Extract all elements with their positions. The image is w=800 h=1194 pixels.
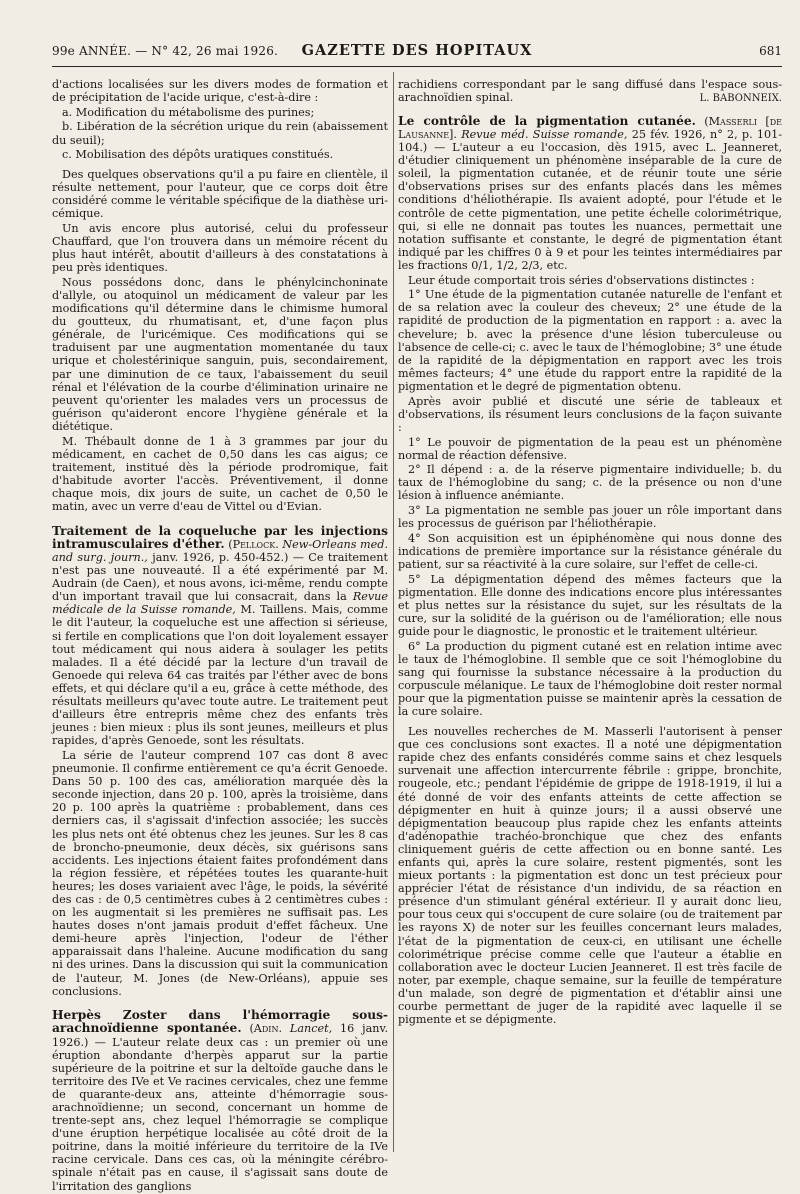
conclusion-item: 2° Il dépend : a. de la réserve pigmentaire individuelle; b. du taux de l'hémoglobine du sang; c. de la présence ou non d'une lésion à influence anémiante. — [398, 463, 782, 503]
article-journal: New-Orleans med. and surg. journ., — [52, 537, 389, 564]
conclusion-item: 4° Son acquisition est un épiphénomène qui nous donne des indications de première importance sur la résistance générale du patient, sur sa réactivité à la cure solaire, sur l'effet de celle-ci. — [398, 531, 782, 572]
paragraph: Leur étude comportait trois séries d'observations distinctes : — [408, 273, 755, 287]
article-herpes — [52, 1009, 388, 1192]
article-text: 16 janv. 1926.) — L'auteur relate deux cas : un premier où une éruption abondante d'herpès apparut sur la partie supérieure de la poitrine et sur la deltoïde gauche dans le territoire des IVe et Ve racines cervicales, chez une femme de quarante-deux ans, atteinte d'hémorragie sous-arachnoïdienne; un second, concernant un homme de trente-sept ans, chez lequel l'hémorragie se complique d'une éruption herpétique localisée au côté droit de la poitrine, dans la moitié inférieure du territoire de la IVe racine cervicale. Dans ces cas, où la méningite cérébro-spinale n'était pas en cause, il s'agissait sans doute de l'irritation des ganglions — [52, 1022, 389, 1193]
journal-title: GAZETTE DES HOPITAUX — [301, 42, 533, 59]
article-author: (Pellock. — [228, 537, 279, 551]
author-signature: L. BABONNEIX. — [699, 92, 782, 104]
paragraph: Un avis encore plus autorisé, celui du professeur Chauffard, que l'on trouvera dans un mémoire récent du plus haut intérêt, aboutit d'ailleurs à des constatations à peu près identiques. — [52, 221, 388, 275]
article-title: Traitement de la coqueluche par les injections intramusculaires d'éther. — [52, 523, 388, 551]
page-header — [52, 36, 782, 67]
paragraph: Après avoir publié et discuté une série de tableaux et d'observations, ils résument leurs conclusions de la façon suivante : — [398, 394, 782, 434]
paragraph: M. Thébault donne de 1 à 3 grammes par jour du médicament, en cachet de 0,50 dans les cas aigus; ce traitement, institué dès la période prodromique, fait d'habitude avorter l'accès. Préventivement, il donne chaque mois, dix jours de suite, un cachet de 0,50 le matin, avec un verre d'eau de Vittel ou d'Evian. — [52, 434, 388, 514]
article-title: Herpès Zoster dans l'hémorragie sous-arachnoïdienne spontanée. — [52, 1008, 388, 1036]
right-column — [398, 78, 782, 1028]
list-item: c. Mobilisation des dépôts uratiques constitués. — [62, 148, 334, 162]
page-number: 681 — [759, 44, 782, 58]
list-item: a. Modification du métabolisme des purines; — [62, 105, 315, 119]
article-author: (Adin. — [249, 1022, 283, 1036]
conclusion-item: 1° Le pouvoir de pigmentation de la peau est un phénomène normal de réaction défensive. — [398, 435, 782, 462]
article-title: Le contrôle de la pigmentation cutanée. — [398, 113, 696, 128]
article-journal: Lancet, — [289, 1022, 333, 1036]
conclusion-item: 3° La pigmentation ne semble pas jouer un rôle important dans les processus de guérison par l'héliothérapie. — [398, 504, 782, 531]
paragraph: Les nouvelles recherches de M. Masserli l'autorisent à penser que ces conclusions sont exactes. Il a noté une dépigmentation rapide chez des enfants considérés comme sains et chez lesquels survenait une affection intercurrente fébrile : grippe, bronchite, rougeole, etc.; pendant l'épidémie de grippe de 1918-1919, il lui a été donné de voir des enfants atteints de cette affection se dépigmenter en huit à quinze jours; il a aussi observé une dépigmentation beaucoup plus rapide chez les enfants atteints d'adénopathie trachéo-bronchique que chez des enfants cliniquement guéris de cette affection ou en bonne santé. Les enfants qui, après la cure solaire, restent pigmentés, sont les mieux portants : la pigmentation est donc un test précieux pour apprécier l'état de résistance d'un individu, de sa réaction en présence d'un stimulant général extérieur. Il y aurait donc lieu, pour tous ceux qui s'occupent de cure solaire (ou de traitement par les rayons X) de noter sur les feuilles concernant leurs malades, l'état de la pigmentation de ceux-ci, en utilisant une échelle colorimétrique précise comme celle que l'auteur a établie en collaboration avec le docteur Lucien Jeanneret. Il est très facile de noter, par exemple, chaque semaine, sur la feuille de température d'un malade, son degré de pigmentation et d'établir ainsi une courbe permettant de juger de la rapidité avec laquelle il se pigmente et se dépigmente. — [398, 725, 782, 1027]
article-author: (Masserli [de Lausanne]. — [398, 114, 782, 141]
list-item: b. Libération de la sécrétion urique du rein (abaissement du seuil); — [52, 120, 388, 147]
article-journal: Revue méd. Suisse romande, — [461, 127, 628, 141]
paragraph: Nous possédons donc, dans le phénylcinchoninate d'allyle, ou atoquinol un médicament de valeur par les modifications qu'il détermine dans le chimisme humoral du goutteux, du rhumatisant, et, d'une façon plus générale, de l'uricémique. Ces modifications qui se traduisent par une augmentation momentanée du taux urique et cholestérinique sanguin, puis, secondairement, par une diminution de ce taux, l'abaissement du seuil rénal et l'élévation de la courbe d'élimination urinaire ne peuvent qu'orienter les malades vers un processus de guérison qu'aideront encore l'hygiène générale et la diététique. — [52, 275, 388, 433]
conclusion-item: 5° La dépigmentation dépend des mêmes facteurs que la pigmentation. Elle donne des indications encore plus intéressantes et plus nettes sur la résistance du sujet, sur les résultats de la cure, sur la solidité de la guérison ou de l'amélioration; elle nous guide pour le diagnostic, le pronostic et le traitement ultérieur. — [398, 572, 782, 639]
column-divider — [393, 72, 394, 1152]
article-pigmentation — [398, 115, 782, 272]
article-text: M. Taillens. Mais, comme le dit l'auteur, la coqueluche est une affection si sérieuse, si fertile en complications que l'on doit loyalement essayer tout médicament qui nous aidera à soulager les petits malades. Il a été décidé par la lecture d'un travail de Genoede qui releva 64 cas traités par l'éther avec de bons effets, et qui déclare qu'il a eu, grâce à cette méthode, des résultats meilleurs qu'avec toute autre. Le traitement peut d'ailleurs être entrepris même chez des enfants très jeunes : bien mieux : plus ils sont jeunes, meilleurs et plus rapides, d'après Genoede, sont les résultats. — [52, 603, 389, 748]
issue-info: 99e ANNÉE. — N° 42, 26 mai 1926. — [52, 44, 279, 58]
paragraph: rachidiens correspondant par le sang diffusé dans l'espace sous-arachnoïdien spinal. — [398, 78, 782, 105]
article-text: 25 fév. 1926, n° 2, p. 101-104.) — L'auteur a eu l'occasion, dès 1915, avec L. Jeanneret, d'étudier cliniquement un phénomène inséparable de la cure de soleil, la pigmentation cutanée, et de réunir toute une série d'observations prises sur des enfants placés dans les mêmes conditions d'héliothérapie. Ils avaient adopté, pour l'étude et le contrôle de cette pigmentation, une petite échelle colorimétrique, qui, si elle ne donnait pas toutes les nuances, permettait une notation suffisante et constante, le degré de pigmentation étant indiqué par les chiffres 0 à 9 et pour les teintes intermédiaires par les fractions 0/1, 1/2, 2/3, etc. — [398, 127, 783, 272]
paragraph: Des quelques observations qu'il a pu faire en clientèle, il résulte nettement, pour l'auteur, que ce corps doit être considéré comme le véritable spécifique de la diathèse uri-cémique. — [52, 167, 388, 221]
article-coqueluche — [52, 525, 388, 748]
article-text: janv. 1926, p. 450-452.) — Ce traitement n'est pas une nouveauté. Il a été expérimenté par M. Audrain (de Caen), et nous avons, ici-même, rendu compte d'un important travail que lui consacrait, dans la — [52, 550, 388, 604]
paragraph: La série de l'auteur comprend 107 cas dont 8 avec pneumonie. Il confirme entièrement ce qu'a écrit Genoede. Dans 50 p. 100 des cas, amélioration marquée dès la seconde injection, dans 20 p. 100, après la troisième, dans 20 p. 100 après la quatrième : probablement, dans ces derniers cas, il s'agissait d'infection associée; les succès les plus nets ont été obtenus chez les jeunes. Sur les 8 cas de broncho-pneumonie, deux décès, six guérisons sans accidents. Les injections étaient faites profondément dans la région fessière, et répétées toutes les quarante-huit heures; les doses variaient avec l'âge, le poids, la sévérité des cas : de 0,5 centimètres cubes à 2 centimètres cubes : on les augmentait si les premières ne suffisait pas. Les hautes doses n'ont jamais produit d'effet fâcheux. Une demi-heure après l'injection, l'odeur de l'éther apparaissait dans l'haleine. Aucune modification du sang ni des urines. Dans la discussion qui suit la communication de l'auteur, M. Jones (de New-Orléans), appuie ses conclusions. — [52, 748, 388, 998]
paragraph: 1° Une étude de la pigmentation cutanée naturelle de l'enfant et de sa relation avec la couleur des cheveux; 2° une étude de la rapidité de production de la pigmentation en rapport : a. avec la chevelure; b. avec la présence d'une lésion tuberculeuse ou l'absence de celle-ci; c. avec le taux de l'hémoglobine; 3° une étude de la rapidité de la dépigmentation en rapport avec les trois mêmes facteurs; 4° une étude du rapport entre la rapidité de la pigmentation et le degré de pigmentation obtenu. — [398, 288, 782, 393]
left-column — [52, 78, 388, 1194]
conclusion-item: 6° La production du pigment cutané est en relation intime avec le taux de l'hémoglobine. Il semble que ce soit l'hémoglobine du sang qui fournisse la substance nécessaire à la production du corpuscule mélanique. Le taux de l'hémoglobine doit rester normal pour que la pigmentation puisse se maintenir après la cessation de la cure solaire. — [398, 639, 782, 719]
intro-paragraph: d'actions localisées sur les divers modes de formation et de précipitation de l'acide urique, c'est-à-dire : — [52, 78, 388, 105]
article-journal: Revue médicale de la Suisse romande, — [52, 590, 389, 617]
